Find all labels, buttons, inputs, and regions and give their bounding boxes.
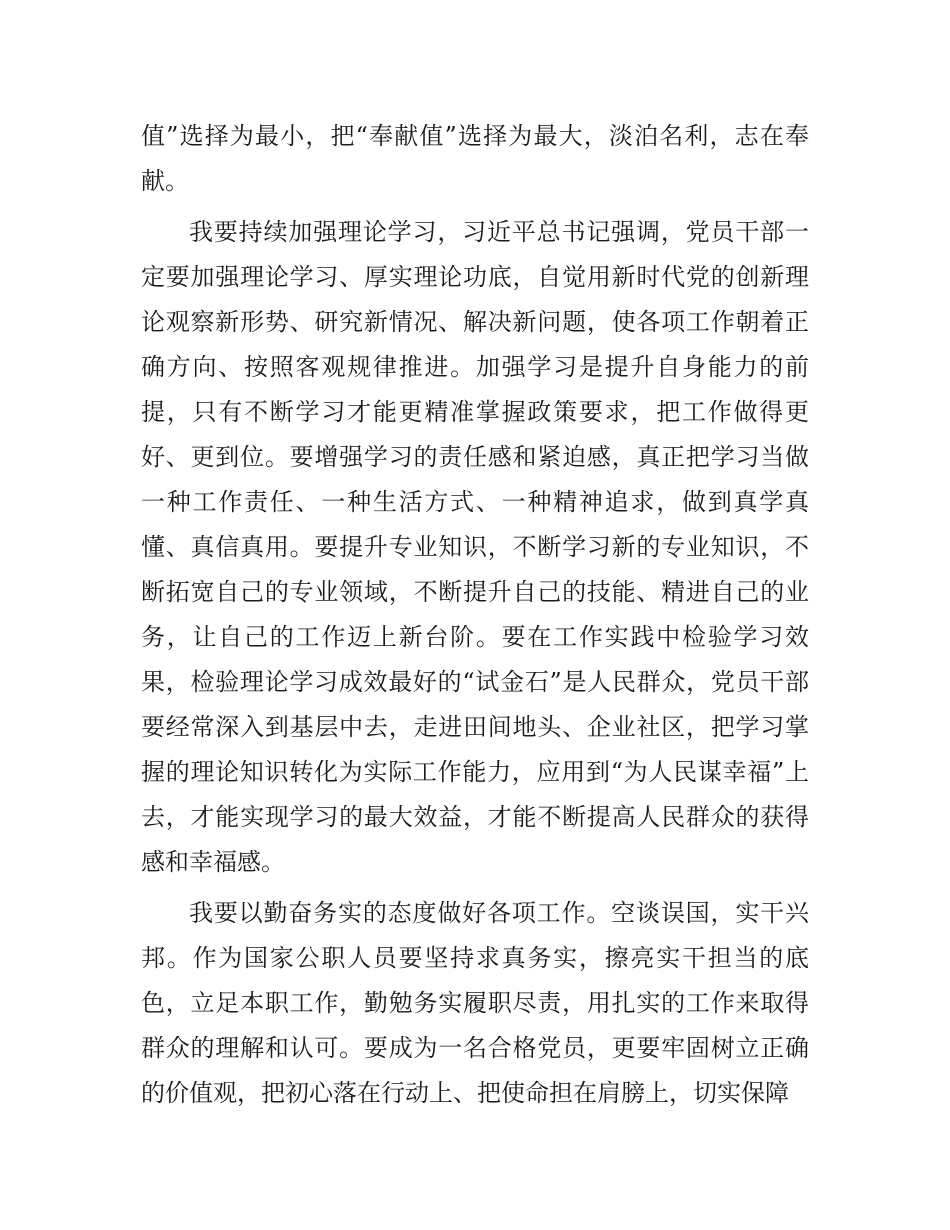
paragraph-diligent-work: 我要以勤奋务实的态度做好各项工作。空谈误国，实干兴邦。作为国家公职人员要坚持求真务实，擦亮实干担当的底色，立足本职工作，勤勉务实履职尽责，用扎实的工作来取得群众的理解和认可。要成为一名合格党员，更要牢固树立正确的价值观，把初心落在行动上、把使命担在肩膀上，切实保障	[141, 899, 809, 1107]
document-body	[141, 114, 809, 1122]
paragraph-theory-study: 我要持续加强理论学习，习近平总书记强调，党员干部一定要加强理论学习、厚实理论功底，自觉用新时代党的创新理论观察新形势、研究新情况、解决新问题，使各项工作朝着正确方向、按照客观规律推进。加强学习是提升自身能力的前提，只有不断学习才能更精准掌握政策要求，把工作做得更好、更到位。要增强学习的责任感和紧迫感，真正把学习当做一种工作责任、一种生活方式、一种精神追求，做到真学真懂、真信真用。要提升专业知识，不断学习新的专业知识，不断拓宽自己的专业领域，不断提升自己的技能、精进自己的业务，让自己的工作迈上新台阶。要在工作实践中检验学习效果，检验理论学习成效最好的“试金石”是人民群众，党员干部要经常深入到基层中去，走进田间地头、企业社区，把学习掌握的理论知识转化为实际工作能力，应用到“为人民谋幸福”上去，才能实现学习的最大效益，才能不断提高人民群众的获得感和幸福感。	[141, 218, 809, 876]
paragraph-continuation: 值”选择为最小，把“奉献值”选择为最大，淡泊名利，志在奉献。	[141, 122, 809, 195]
